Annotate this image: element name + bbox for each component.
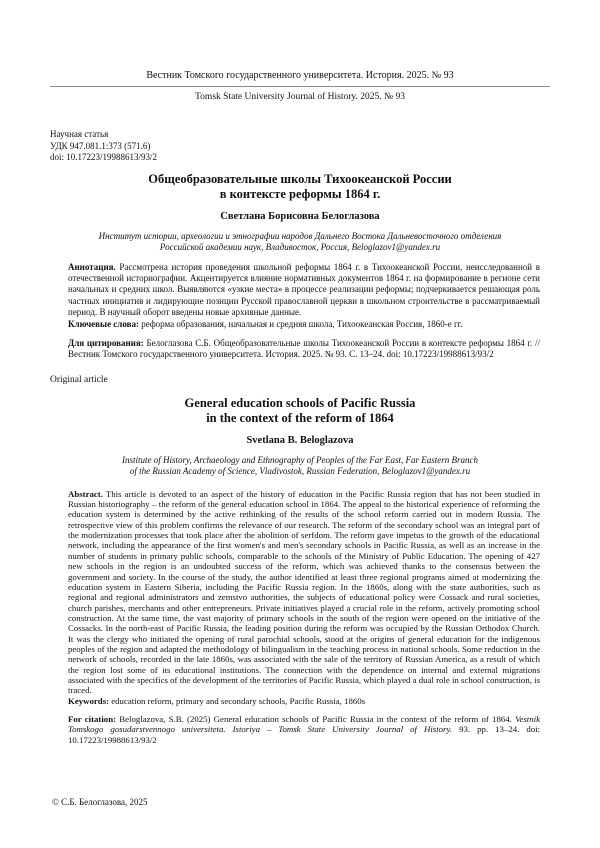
keywords-text-ru: реформа образования, начальная и средняя школа, Тихоокеанская Россия, 1860-е гг.: [139, 318, 463, 329]
keywords-label-en: Keywords:: [68, 695, 110, 706]
abstract-en: [68, 489, 540, 696]
original-article-label: Original article: [50, 374, 108, 385]
article-title-ru-line1: Общеобразовательные школы Тихоокеанской России: [148, 171, 452, 186]
author-ru: Светлана Борисовна Белоглазова: [220, 210, 380, 222]
affiliation-ru: [50, 231, 550, 253]
article-title-en-line1: General education schools of Pacific Russia: [184, 395, 416, 410]
journal-title-en: Tomsk State University Journal of History. 2025. № 93: [195, 92, 405, 102]
citation-ru: [68, 338, 540, 361]
journal-header: [50, 70, 550, 103]
abstract-label-ru: Аннотация.: [68, 261, 116, 272]
abstract-label-en: Abstract.: [68, 488, 103, 499]
keywords-ru: [68, 319, 540, 330]
citation-label-en: For citation:: [68, 713, 117, 724]
citation-en: [68, 714, 540, 745]
affiliation-ru-line2: Российской академии наук, Владивосток, Россия, Beloglazov1@yandex.ru: [159, 241, 441, 252]
affiliation-en-line2: of the Russian Academy of Science, Vladivostok, Russian Federation, Beloglazov1@yandex.ru: [129, 465, 471, 476]
doi-code: doi: 10.17223/19988613/93/2: [50, 152, 158, 162]
keywords-label-ru: Ключевые слова:: [68, 318, 139, 329]
affiliation-ru-line1: Институт истории, археологии и этнографии народов Дальнего Востока Дальневосточного отделения: [98, 230, 502, 241]
article-title-en-line2: in the context of the reform of 1864: [206, 410, 394, 425]
article-meta-block: [50, 129, 550, 164]
citation-journal-italic-en: Vestnik Tomskogo gosudarstvennogo universiteta. Istoriya – Tomsk State University Journal of History.: [68, 713, 540, 735]
author-en: Svetlana B. Beloglazova: [246, 434, 354, 446]
copyright-notice: © С.Б. Белоглазова, 2025: [52, 797, 148, 807]
keywords-text-en: education reform, primary and secondary schools, Pacific Russia, 1860s: [109, 695, 366, 706]
udc-code: УДК 947.081.1:373 (571.6): [50, 140, 151, 151]
affiliation-en-line1: Institute of History, Archaeology and Ethnography of Peoples of the Far East, Far Eastern Branch: [122, 454, 478, 465]
citation-label-ru: Для цитирования:: [68, 337, 144, 348]
article-title-en: [50, 396, 550, 426]
abstract-text-en: This article is devoted to an aspect of the history of education in the Pacific Russia region that has not been studied in Russian historiography – the reform of the general education school in 1864. The appeal to the historical experience of reforming the education system is determined by the active rethinking of the results of the school reform carried out in modern Russia. The retrospective view of this problem confirms the relevance of our research. The reform of the secondary school was an integral part of the modernization processes that took place after the abolition of serfdom. The reform gave impetus to the growth of the educational network, including the appearance of the first women's and men's secondary schools in Pacific Russia, as well as an increase in the number of students in primary public schools, comparable to the schools of the Ministry of Public Education. The opening of 427 new schools in the region is an undoubted success of the reform, which was achieved thanks to the consensus between the government and society. In the course of the study, the author identified at least three regional programs aimed at modernizing the education system in Eastern Siberia, including the Pacific Russia region. In the 1860s, along with the state authorities, such as regional and regional administrators and zemstvo authorities, the subjects of educational policy were Cossack and rural societies, church parishes, merchants and other entrepreneurs. Private initiatives played a crucial role in the reform, actively promoting school construction. At the same time, the vast majority of primary schools in the south of the region were opened on the initiative of the Cossacks. In the north-east of Pacific Russia, the leading position during the reform was occupied by the Russian Orthodox Church. It was the clergy who initiated the opening of rural parochial schools, stood at the origins of general education for the indigenous peoples of the region and adapted the methodology of bilingualism in the teaching process in national schools. Some reduction in the network of schools, recorded in the late 1860s, was associated with the sale of the territory of Russian America, as a result of which the region lost some of its educational institutions. The connection with the dependence on internal and external migrations associated with the specifics of the development of the territories of Pacific Russia, which played a dual role in school construction, is traced.: [68, 488, 540, 696]
article-title-ru: [50, 172, 550, 202]
citation-tail-en: 93. pp. 13–24. doi: 10.17223/19988613/93/2: [68, 724, 541, 745]
article-type-label: Научная статья: [50, 129, 109, 139]
abstract-text-ru: Рассмотрена история проведения школьной реформы 1864 г. в Тихоокеанской России, неисследованной в отечественной историографии. Акцентируется влияние нормативных документов 1864 г. на формирование в регионе сети начальных и средних школ. Выявляются «узкие места» в процессе реализации реформы; подчеркивается решающая роль частных инициатив и лидирующие позиции Русской православной церкви в школьном строительстве в рассматриваемый период. В научный оборот введены новые архивные данные.: [68, 261, 540, 318]
citation-text-en: Beloglazova, S.B. (2025) General education schools of Pacific Russia in the context of the reform of 1864.: [116, 713, 512, 724]
affiliation-en: [50, 455, 550, 477]
keywords-en: [68, 696, 540, 706]
citation-text-ru: Белоглазова С.Б. Общеобразовательные школы Тихоокеанской России в контексте реформы 1864 г. // Вестник Томского государственного университета. История. 2025. № 93. С. 13–24. doi: 10.17223/19988613/93/2: [68, 337, 541, 360]
article-title-ru-line2: в контексте реформы 1864 г.: [219, 186, 381, 201]
journal-title-ru: Вестник Томского государственного университета. История. 2025. № 93: [146, 70, 454, 81]
abstract-ru: [68, 262, 540, 319]
